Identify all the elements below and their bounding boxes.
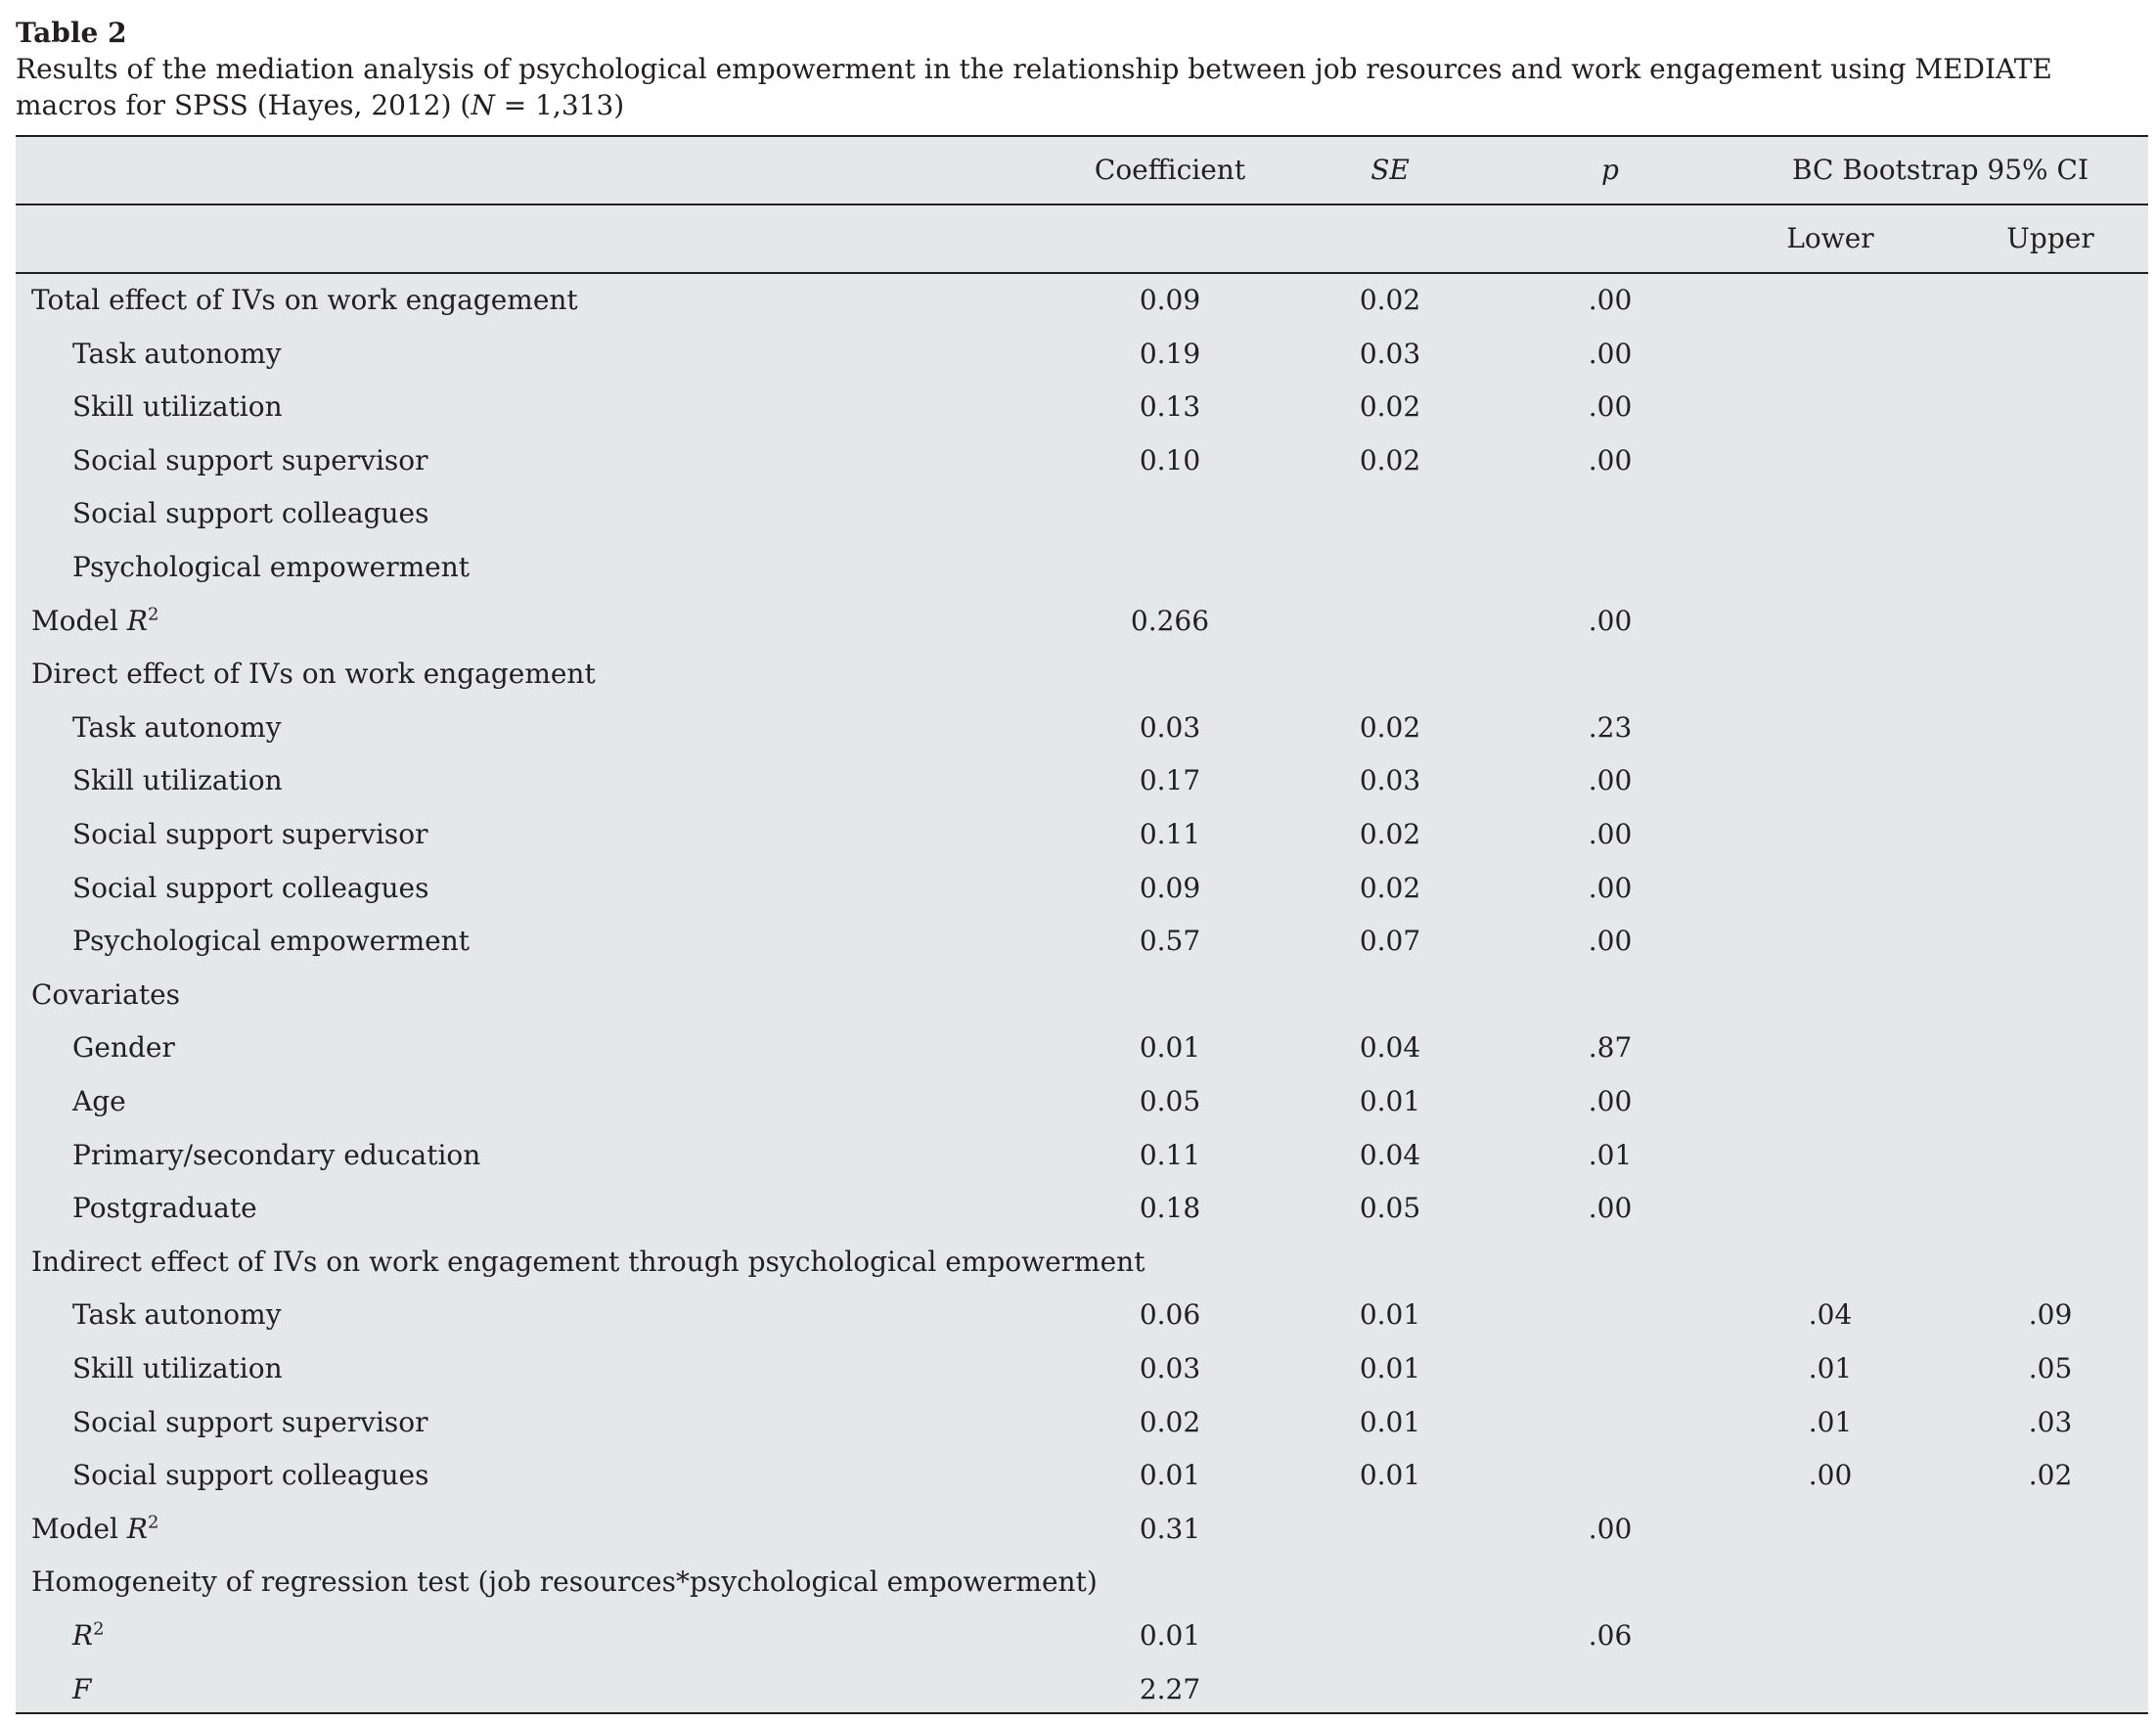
table-row (16, 862, 2148, 916)
row-label-text: Model (31, 1512, 127, 1545)
row-label-text: Model (31, 604, 127, 637)
se-cell (1292, 648, 1488, 702)
row-label-symbol: R (72, 1619, 94, 1652)
table-row (16, 1663, 2148, 1717)
row-label-text: Social support colleagues (72, 871, 429, 904)
row-label (72, 1289, 282, 1342)
ci-upper-cell (1953, 648, 2148, 702)
row-label-text: Covariates (31, 977, 181, 1011)
p-cell (1512, 1449, 1708, 1503)
coefficient-cell: 0.02 (1139, 1405, 1201, 1438)
coefficient-cell: 0.266 (1130, 604, 1210, 637)
table-row (16, 1503, 2148, 1557)
row-label-text: Skill utilization (72, 764, 283, 797)
ci-lower-cell (1732, 1182, 1928, 1236)
header-lower: Lower (1786, 222, 1874, 254)
p-cell: .00 (1588, 1085, 1633, 1117)
ci-upper-cell (1953, 1021, 2148, 1075)
ci-upper-cell (1953, 1182, 2148, 1236)
coefficient-cell: 0.11 (1139, 818, 1201, 850)
table-row (16, 487, 2148, 541)
row-label-superscript: 2 (147, 604, 159, 625)
p-cell: .00 (1588, 284, 1633, 316)
p-cell (1512, 1396, 1708, 1450)
row-label-superscript: 2 (93, 1618, 105, 1640)
se-cell: 0.03 (1359, 337, 1421, 370)
coefficient-cell: 2.27 (1139, 1672, 1201, 1705)
ci-lower-cell (1732, 274, 1928, 328)
p-cell (1512, 969, 1708, 1022)
p-cell: .00 (1588, 390, 1633, 424)
table-caption: Results of the mediation analysis of psychological empowerment in the relationship between job resources and work engagement using MEDIATE macros for SPSS (Hayes, 2012) (N = 1,313) (16, 53, 2052, 121)
ci-lower-cell (1732, 1556, 1928, 1610)
ci-lower-cell (1732, 969, 1928, 1022)
table-row (16, 1075, 2148, 1129)
row-label (72, 1449, 428, 1503)
p-cell: .00 (1588, 925, 1633, 958)
p-cell: .23 (1588, 710, 1633, 744)
table-row (16, 1021, 2148, 1075)
ci-upper-cell (1953, 595, 2148, 649)
p-cell (1512, 1289, 1708, 1342)
row-label (72, 541, 470, 595)
se-cell: 0.05 (1359, 1192, 1421, 1225)
row-label (72, 1342, 283, 1396)
table-row (16, 434, 2148, 488)
ci-lower-cell (1732, 1021, 1928, 1075)
coefficient-cell: 0.05 (1139, 1085, 1201, 1117)
p-cell (1512, 1236, 1708, 1290)
ci-lower-cell (1732, 595, 1928, 649)
row-label-text: Psychological empowerment (72, 551, 470, 583)
row-label (72, 1021, 175, 1075)
ci-upper-cell (1953, 1236, 2148, 1290)
row-label (72, 862, 428, 916)
row-label (72, 487, 428, 541)
ci-lower-cell (1732, 381, 1928, 434)
se-cell: 0.02 (1359, 871, 1421, 904)
table-row (16, 381, 2148, 434)
row-label-text: Direct effect of IVs on work engagement (31, 658, 596, 691)
ci-lower-cell (1732, 915, 1928, 969)
ci-lower-cell (1732, 1236, 1928, 1290)
row-label (72, 702, 282, 755)
row-label (72, 434, 428, 488)
table-row (16, 969, 2148, 1022)
coefficient-cell: 0.01 (1139, 1459, 1201, 1492)
table-row (16, 702, 2148, 755)
coefficient-cell: 0.06 (1139, 1298, 1201, 1332)
coefficient-cell (1072, 541, 1268, 595)
header-coefficient: Coefficient (1094, 154, 1246, 186)
row-label-symbol: F (72, 1672, 92, 1705)
se-cell (1292, 1663, 1488, 1717)
se-cell: 0.02 (1359, 818, 1421, 850)
row-label (72, 1182, 257, 1236)
table-label: Table 2 (16, 17, 127, 49)
p-cell (1512, 1556, 1708, 1610)
table-row (16, 541, 2148, 595)
coefficient-cell (1072, 969, 1268, 1022)
p-cell: .87 (1588, 1031, 1633, 1065)
ci-upper-cell (1953, 862, 2148, 916)
caption-n-symbol: N (471, 89, 495, 121)
row-label (72, 1396, 428, 1450)
coefficient-cell (1072, 487, 1268, 541)
row-label-symbol: R (126, 604, 148, 637)
p-cell: .00 (1588, 818, 1633, 850)
table-row (16, 595, 2148, 649)
ci-upper-cell (1953, 754, 2148, 808)
row-label (31, 274, 578, 328)
se-cell (1292, 969, 1488, 1022)
coefficient-cell: 0.01 (1139, 1031, 1201, 1065)
ci-lower-cell (1732, 1075, 1928, 1129)
ci-upper-cell (1953, 1075, 2148, 1129)
header-row-secondary (16, 205, 2148, 272)
coefficient-cell: 0.57 (1139, 925, 1201, 958)
row-label-text: Social support supervisor (72, 1405, 428, 1438)
table-row (16, 1556, 2148, 1610)
row-label-text: Skill utilization (72, 390, 283, 424)
table-row (16, 1182, 2148, 1236)
table-row (16, 808, 2148, 862)
p-cell: .00 (1588, 1192, 1633, 1225)
ci-upper-cell (1953, 915, 2148, 969)
p-cell: .00 (1588, 764, 1633, 797)
coefficient-cell (1072, 1236, 1268, 1290)
table-row (16, 328, 2148, 382)
row-label (31, 1503, 158, 1557)
coefficient-cell: 0.01 (1139, 1619, 1201, 1652)
ci-upper-cell (1953, 702, 2148, 755)
ci-lower-cell (1732, 487, 1928, 541)
se-cell (1292, 487, 1488, 541)
coefficient-cell: 0.13 (1139, 390, 1201, 424)
se-cell: 0.02 (1359, 284, 1421, 316)
ci-upper-cell (1953, 1503, 2148, 1557)
p-cell (1512, 1663, 1708, 1717)
caption-text: Results of the mediation analysis of psychological empowerment in the relationship between job resources and work engagement using MEDIATE macros for SPSS (Hayes, 2012) (16, 53, 2052, 121)
ci-upper-cell (1953, 328, 2148, 382)
coefficient-cell: 0.31 (1139, 1512, 1201, 1545)
row-label (72, 328, 282, 382)
coefficient-cell (1072, 648, 1268, 702)
row-label-text: Total effect of IVs on work engagement (31, 284, 578, 316)
ci-lower-cell (1732, 754, 1928, 808)
header-row-primary (16, 137, 2148, 204)
row-label (72, 915, 470, 969)
row-label (72, 1663, 91, 1717)
se-cell: 0.01 (1359, 1298, 1421, 1332)
row-label (31, 595, 158, 649)
row-label-text: Primary/secondary education (72, 1138, 481, 1171)
ci-upper-cell (1953, 434, 2148, 488)
header-upper: Upper (2006, 222, 2094, 254)
ci-lower-cell (1732, 702, 1928, 755)
ci-lower-cell: .01 (1808, 1405, 1853, 1438)
se-cell (1292, 595, 1488, 649)
coefficient-cell: 0.03 (1139, 710, 1201, 744)
table-row (16, 1342, 2148, 1396)
se-cell: 0.02 (1359, 390, 1421, 424)
p-cell (1512, 648, 1708, 702)
ci-lower-cell: .00 (1808, 1459, 1853, 1492)
se-cell: 0.03 (1359, 764, 1421, 797)
p-cell: .00 (1588, 1512, 1633, 1545)
ci-lower-cell (1732, 808, 1928, 862)
row-label-text: Homogeneity of regression test (job resources*psychological empowerment) (31, 1565, 1098, 1599)
table-row (16, 754, 2148, 808)
p-cell: .01 (1588, 1138, 1633, 1171)
se-cell (1292, 1503, 1488, 1557)
row-label-symbol: R (126, 1512, 148, 1545)
ci-upper-cell (1953, 274, 2148, 328)
ci-lower-cell: .04 (1808, 1298, 1853, 1332)
table-row (16, 1236, 2148, 1290)
se-cell: 0.04 (1359, 1031, 1421, 1065)
row-label (72, 1610, 105, 1663)
coefficient-cell: 0.19 (1139, 337, 1201, 370)
table-row (16, 1449, 2148, 1503)
p-cell: .00 (1588, 604, 1633, 637)
ci-upper-cell (1953, 1129, 2148, 1183)
se-cell: 0.01 (1359, 1352, 1421, 1384)
ci-lower-cell (1732, 434, 1928, 488)
row-label-text: Task autonomy (72, 710, 282, 744)
se-cell: 0.02 (1359, 710, 1421, 744)
se-cell: 0.01 (1359, 1085, 1421, 1117)
se-cell (1292, 541, 1488, 595)
ci-upper-cell (1953, 487, 2148, 541)
coefficient-cell: 0.09 (1139, 284, 1201, 316)
p-cell: .06 (1588, 1619, 1633, 1652)
ci-upper-cell (1953, 381, 2148, 434)
coefficient-cell: 0.18 (1139, 1192, 1201, 1225)
table-row (16, 1396, 2148, 1450)
row-label (31, 1236, 1145, 1290)
row-label-text: Psychological empowerment (72, 925, 470, 958)
ci-lower-cell: .01 (1808, 1352, 1853, 1384)
se-cell: 0.07 (1359, 925, 1421, 958)
ci-upper-cell (1953, 969, 2148, 1022)
row-label (72, 754, 283, 808)
caption-n-value: = 1,313) (494, 89, 625, 121)
se-cell (1292, 1236, 1488, 1290)
ci-lower-cell (1732, 648, 1928, 702)
table-row (16, 648, 2148, 702)
p-cell: .00 (1588, 443, 1633, 476)
se-cell (1292, 1610, 1488, 1663)
row-label-text: Skill utilization (72, 1352, 283, 1384)
ci-lower-cell (1732, 1503, 1928, 1557)
row-label (72, 381, 283, 434)
results-table (16, 135, 2148, 1714)
table-row (16, 915, 2148, 969)
ci-upper-cell (1953, 808, 2148, 862)
se-cell: 0.02 (1359, 443, 1421, 476)
ci-upper-cell: .02 (2028, 1459, 2073, 1492)
row-label-text: Task autonomy (72, 337, 282, 370)
row-label (31, 1556, 1098, 1610)
ci-upper-cell: .03 (2028, 1405, 2073, 1438)
row-label-superscript: 2 (147, 1512, 159, 1533)
ci-upper-cell (1953, 1663, 2148, 1717)
ci-lower-cell (1732, 1129, 1928, 1183)
coefficient-cell (1072, 1556, 1268, 1610)
se-cell: 0.04 (1359, 1138, 1421, 1171)
ci-upper-cell: .05 (2028, 1352, 2073, 1384)
ci-lower-cell (1732, 862, 1928, 916)
table-row (16, 1289, 2148, 1342)
row-label-text: Indirect effect of IVs on work engagement through psychological empowerment (31, 1245, 1145, 1278)
p-cell (1512, 1342, 1708, 1396)
p-cell: .00 (1588, 337, 1633, 370)
se-cell: 0.01 (1359, 1405, 1421, 1438)
table-row (16, 1610, 2148, 1663)
header-p: p (1601, 154, 1619, 186)
ci-upper-cell (1953, 541, 2148, 595)
row-label-text: Social support colleagues (72, 1459, 429, 1492)
coefficient-cell: 0.10 (1139, 443, 1201, 476)
row-label (72, 1075, 126, 1129)
row-label-text: Social support colleagues (72, 497, 429, 530)
table-row (16, 274, 2148, 328)
row-label-text: Social support supervisor (72, 818, 428, 850)
header-ci: BC Bootstrap 95% CI (1791, 154, 2089, 186)
row-label-text: Social support supervisor (72, 443, 428, 476)
row-label (31, 969, 180, 1022)
ci-lower-cell (1732, 1610, 1928, 1663)
ci-lower-cell (1732, 1663, 1928, 1717)
row-label (72, 808, 428, 862)
se-cell: 0.01 (1359, 1459, 1421, 1492)
header-se: SE (1370, 154, 1410, 186)
coefficient-cell: 0.09 (1139, 871, 1201, 904)
row-label-text: Postgraduate (72, 1192, 257, 1225)
ci-upper-cell (1953, 1556, 2148, 1610)
ci-upper-cell: .09 (2028, 1298, 2073, 1332)
row-label (72, 1129, 480, 1183)
table-row (16, 1129, 2148, 1183)
p-cell (1512, 487, 1708, 541)
p-cell: .00 (1588, 871, 1633, 904)
p-cell (1512, 541, 1708, 595)
row-label-text: Task autonomy (72, 1298, 282, 1332)
ci-lower-cell (1732, 328, 1928, 382)
row-label-text: Age (72, 1085, 126, 1117)
ci-lower-cell (1732, 541, 1928, 595)
ci-upper-cell (1953, 1610, 2148, 1663)
row-label (31, 648, 596, 702)
coefficient-cell: 0.11 (1139, 1138, 1201, 1171)
se-cell (1292, 1556, 1488, 1610)
coefficient-cell: 0.17 (1139, 764, 1201, 797)
row-label-text: Gender (72, 1031, 175, 1065)
coefficient-cell: 0.03 (1139, 1352, 1201, 1384)
